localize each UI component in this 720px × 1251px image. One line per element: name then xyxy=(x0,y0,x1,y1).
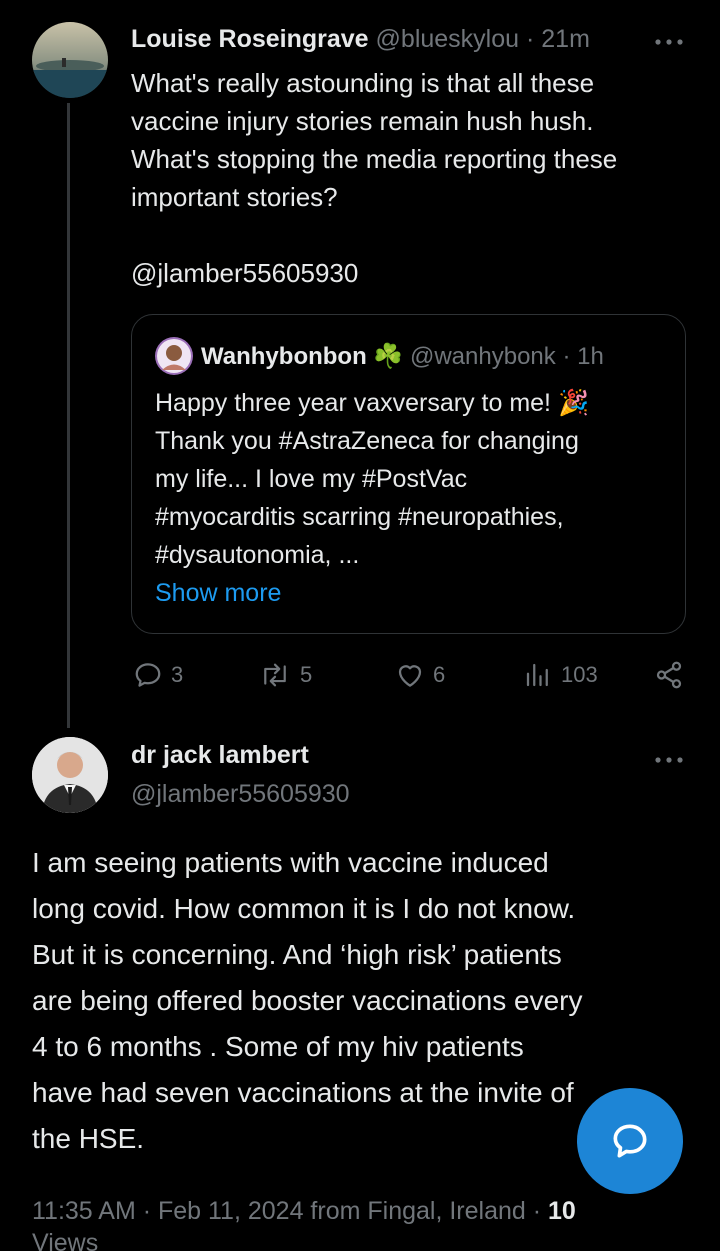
main-text-line: have had seven vaccinations at the invite of xyxy=(32,1077,574,1108)
quoted-text-line: Happy three year vaxversary to me! 🎉 xyxy=(155,389,590,417)
quoted-tweet-text xyxy=(155,384,589,612)
reply-author-handle[interactable]: @blueskylou xyxy=(375,25,520,53)
quoted-avatar[interactable] xyxy=(155,337,193,375)
quoted-text-line: #dysautonomia, ... xyxy=(155,541,360,569)
quoted-tweet-header xyxy=(201,342,604,371)
main-text-line: are being offered booster vaccinations every xyxy=(32,985,583,1016)
reply-text-line: important stories? xyxy=(131,182,338,212)
quoted-text-line: Thank you #AstraZeneca for changing xyxy=(155,427,579,455)
quoted-author-name[interactable]: Wanhybonbon xyxy=(201,343,367,370)
tweet-meta-time-location: 11:35 AM · Feb 11, 2024 from Fingal, Ireland · xyxy=(32,1197,542,1225)
avatar[interactable] xyxy=(32,22,108,98)
reply-count: 3 xyxy=(171,662,184,687)
like-action[interactable] xyxy=(395,660,445,690)
like-count: 6 xyxy=(433,662,446,687)
main-author-handle[interactable]: @jlamber55605930 xyxy=(131,780,350,808)
main-text-line: 4 to 6 months . Some of my hiv patients xyxy=(32,1031,524,1062)
main-text-line: But it is concerning. And ‘high risk’ patients xyxy=(32,939,562,970)
views-icon xyxy=(523,660,553,690)
reply-tweet-text xyxy=(131,64,617,216)
share-icon xyxy=(654,660,684,690)
quoted-text-line: my life... I love my #PostVac xyxy=(155,465,468,493)
repost-action[interactable] xyxy=(258,660,312,690)
views-count: 103 xyxy=(561,662,598,687)
reply-author-name[interactable]: Louise Roseingrave xyxy=(131,25,369,53)
share-action[interactable] xyxy=(654,660,684,690)
quoted-text-line: #myocarditis scarring #neuropathies, xyxy=(155,503,564,531)
reply-timestamp[interactable]: 21m xyxy=(541,25,590,53)
reply-action[interactable] xyxy=(133,660,183,690)
reply-tweet-header xyxy=(131,25,590,54)
reply-text-line: What's stopping the media reporting these xyxy=(131,144,618,174)
main-more-icon[interactable] xyxy=(654,752,684,770)
reply-icon xyxy=(133,660,163,690)
main-text-line: long covid. How common it is I do not know. xyxy=(32,893,576,924)
avatar-landscape-image xyxy=(32,22,108,98)
reply-text-line: vaccine injury stories remain hush hush. xyxy=(131,106,594,136)
repost-count: 5 xyxy=(300,662,313,687)
tweet-meta-views-label: Views xyxy=(32,1229,99,1251)
heart-icon xyxy=(395,660,425,690)
thread-connector-line xyxy=(67,103,70,728)
repost-icon xyxy=(258,660,292,690)
main-text-line: the HSE. xyxy=(32,1123,145,1154)
reply-more-icon[interactable] xyxy=(654,34,684,52)
reply-text-line: What's really astounding is that all these xyxy=(131,68,595,98)
reply-separator: · xyxy=(526,25,535,53)
compose-reply-button[interactable] xyxy=(577,1088,683,1194)
show-more-link[interactable]: Show more xyxy=(155,579,282,607)
tweet-meta xyxy=(32,1195,576,1227)
quoted-timestamp[interactable]: 1h xyxy=(577,343,604,370)
main-author-name[interactable]: dr jack lambert xyxy=(131,741,309,769)
views-action[interactable] xyxy=(523,660,598,690)
main-tweet-text xyxy=(32,840,582,1162)
mention-link[interactable]: @jlamber55605930 xyxy=(131,258,359,288)
shamrock-emoji: ☘️ xyxy=(373,343,404,370)
tweet-meta-views-count: 10 xyxy=(548,1197,576,1225)
quoted-separator: · xyxy=(562,343,571,370)
quoted-author-handle[interactable]: @wanhybonk xyxy=(409,343,556,370)
main-avatar[interactable] xyxy=(32,737,108,813)
main-text-line: I am seeing patients with vaccine induced xyxy=(32,847,549,878)
compose-reply-icon xyxy=(608,1119,652,1163)
